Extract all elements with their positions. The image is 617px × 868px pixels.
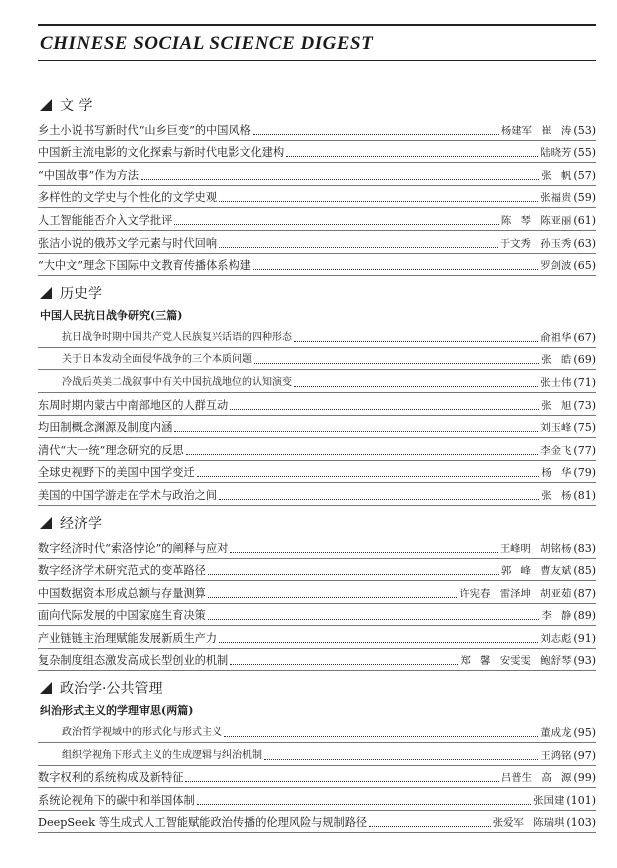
entry-title: 乡土小说书写新时代“山乡巨变”的中国风格: [38, 123, 251, 137]
entry-authors: 刘志彪: [540, 632, 572, 645]
entry-page: (67): [573, 330, 596, 344]
entry-page: (69): [573, 353, 596, 367]
section-title: 经济学: [60, 515, 102, 532]
entry-authors: 俞祖华: [540, 331, 572, 344]
dot-leader: [197, 804, 532, 805]
triangle-icon: [40, 682, 52, 694]
toc-entry[interactable]: [38, 141, 596, 164]
section-title: 政治学·公共管理: [60, 681, 163, 698]
entry-title: 均田制概念渊源及制度内涵: [38, 421, 173, 435]
entry-page: (53): [573, 123, 596, 137]
toc-entry[interactable]: [38, 581, 596, 604]
entry-page: (79): [573, 466, 596, 480]
entry-title: 复杂制度组态激发高成长型创业的机制: [38, 654, 229, 668]
section-heading: [38, 512, 596, 534]
entry-page: (99): [573, 771, 596, 785]
header-bottom-rule: [38, 60, 596, 61]
group-heading: 纠治形式主义的学理审思(两篇): [40, 704, 194, 718]
section-heading: [38, 282, 596, 304]
toc-entry[interactable]: [38, 231, 596, 254]
entry-title: 关于日本发动全面侵华战争的三个本质问题: [62, 354, 252, 366]
entry-page: (55): [573, 146, 596, 160]
entry-authors: 张 皓: [541, 354, 572, 367]
entry-authors: 张士伟: [540, 376, 572, 389]
entry-title: 清代“大一统”理念研究的反思: [38, 443, 184, 457]
entry-page: (61): [573, 213, 596, 227]
toc-subentry[interactable]: [38, 370, 596, 393]
entry-title: 中国数据资本形成总额与存量测算: [38, 586, 206, 600]
toc-entry[interactable]: [38, 649, 596, 672]
entry-page: (81): [573, 488, 596, 502]
entry-authors: 李 静: [541, 610, 572, 623]
entry-page: (75): [573, 421, 596, 435]
entry-authors: 郭 峰 曹友斌: [500, 565, 572, 578]
entry-authors: 王鸿铭: [540, 749, 572, 762]
dot-leader: [208, 619, 539, 620]
entry-page: (95): [573, 726, 596, 740]
dot-leader: [264, 759, 538, 760]
entry-authors: 王峰明 胡铭杨: [499, 542, 572, 555]
entry-page: (97): [573, 748, 596, 762]
toc-entry[interactable]: [38, 416, 596, 439]
entry-title: 数字经济学术研究范式的变革路径: [38, 564, 206, 578]
toc-subentry[interactable]: [38, 720, 596, 743]
entry-page: (87): [573, 586, 596, 600]
dot-leader: [254, 363, 539, 364]
entry-authors: 张 旭: [541, 399, 572, 412]
entry-authors: 吕普生 高 源: [500, 772, 572, 785]
entry-authors: 陈 琴 陈亚丽: [500, 214, 572, 227]
entry-authors: 罗剑波: [540, 260, 572, 273]
entry-page: (103): [566, 816, 596, 830]
entry-authors: 张 帆: [541, 169, 572, 182]
toc-entry[interactable]: [38, 626, 596, 649]
toc-subentry[interactable]: [38, 743, 596, 766]
dot-leader: [186, 454, 539, 455]
toc-entry[interactable]: [38, 208, 596, 231]
entry-authors: 陆晓芳: [540, 147, 572, 160]
entry-title: 中国新主流电影的文化探索与新时代电影文化建构: [38, 146, 285, 160]
group-heading: 中国人民抗日战争研究(三篇): [40, 309, 183, 323]
entry-authors: 张 杨: [541, 489, 572, 502]
entry-title: 张洁小说的俄苏文学元素与时代回响: [38, 236, 218, 250]
dot-leader: [208, 597, 457, 598]
dot-leader: [253, 269, 538, 270]
toc-subentry[interactable]: [38, 348, 596, 371]
toc-entry[interactable]: [38, 788, 596, 811]
dot-leader: [219, 642, 538, 643]
dot-leader: [208, 574, 499, 575]
dot-leader: [219, 201, 538, 202]
dot-leader: [294, 341, 538, 342]
masthead: CHINESE SOCIAL SCIENCE DIGEST: [40, 33, 374, 54]
toc-entry[interactable]: [38, 483, 596, 506]
entry-title: 全球史视野下的美国中国学变迁: [38, 466, 195, 480]
entry-page: (93): [573, 654, 596, 668]
dot-leader: [141, 179, 539, 180]
dot-leader: [219, 499, 539, 500]
triangle-icon: [40, 287, 52, 299]
entry-authors: 张福贵: [540, 192, 572, 205]
entry-authors: 许宪春 雷泽坤 胡亚茹: [459, 587, 572, 600]
dot-leader: [185, 781, 498, 782]
entry-title: 抗日战争时期中国共产党人民族复兴话语的四种形态: [62, 331, 292, 343]
dot-leader: [230, 552, 497, 553]
entry-authors: 杨 华: [541, 467, 572, 480]
entry-title: 数字经济时代“索洛悖论”的阐释与应对: [38, 541, 229, 555]
toc-entry[interactable]: [38, 559, 596, 582]
toc-entry[interactable]: [38, 536, 596, 559]
entry-authors: 杨建军 崔 涛: [500, 124, 572, 137]
dot-leader: [230, 409, 539, 410]
toc-entry[interactable]: [38, 811, 596, 834]
entry-page: (73): [573, 398, 596, 412]
entry-page: (63): [573, 236, 596, 250]
entry-page: (65): [573, 259, 596, 273]
entry-authors: 张爱军 陈瑞琪: [492, 817, 565, 830]
entry-page: (59): [573, 191, 596, 205]
entry-page: (91): [573, 631, 596, 645]
entry-title: 多样性的文学史与个性化的文学史观: [38, 191, 218, 205]
entry-authors: 郑 馨 安雯雯 鲍舒琴: [460, 655, 572, 668]
dot-leader: [230, 664, 458, 665]
dot-leader: [197, 476, 540, 477]
triangle-icon: [40, 517, 52, 529]
entry-title: DeepSeek 等生成式人工智能赋能政治传播的伦理风险与规制路径: [38, 816, 368, 830]
dot-leader: [369, 826, 491, 827]
section-title: 历史学: [60, 286, 102, 303]
entry-authors: 于文秀 孙玉秀: [499, 237, 572, 250]
entry-title: 面向代际发展的中国家庭生育决策: [38, 609, 206, 623]
dot-leader: [224, 736, 538, 737]
entry-title: 美国的中国学游走在学术与政治之间: [38, 488, 218, 502]
section-heading: [38, 94, 596, 116]
toc-entry[interactable]: [38, 118, 596, 141]
entry-page: (77): [573, 443, 596, 457]
entry-page: (89): [573, 609, 596, 623]
entry-authors: 董成龙: [540, 727, 572, 740]
entry-page: (101): [566, 793, 596, 807]
entry-title: 政治哲学视域中的形式化与形式主义: [62, 727, 222, 739]
entry-title: 组织学视角下形式主义的生成逻辑与纠治机制: [62, 749, 262, 761]
entry-title: 东周时期内蒙古中南部地区的人群互动: [38, 398, 229, 412]
entry-title: “中国故事”作为方法: [38, 168, 139, 182]
table-of-contents: [38, 90, 596, 833]
dot-leader: [219, 247, 498, 248]
toc-entry[interactable]: [38, 393, 596, 416]
section-heading: [38, 677, 596, 699]
entry-page: (71): [573, 375, 596, 389]
entry-title: 产业链链主治理赋能发展新质生产力: [38, 631, 218, 645]
entry-title: 系统论视角下的碳中和举国体制: [38, 793, 195, 807]
toc-entry[interactable]: [38, 254, 596, 277]
section-title: 文 学: [60, 98, 93, 114]
dot-leader: [253, 134, 499, 135]
toc-entry[interactable]: [38, 438, 596, 461]
toc-entry[interactable]: [38, 604, 596, 627]
triangle-icon: [40, 99, 52, 111]
entry-authors: 张国建: [533, 794, 565, 807]
entry-title: 人工智能能否介入文学批评: [38, 213, 173, 227]
entry-authors: 李金飞: [540, 444, 572, 457]
toc-entry[interactable]: [38, 186, 596, 209]
toc-entry[interactable]: [38, 766, 596, 789]
toc-entry[interactable]: [38, 461, 596, 484]
entry-page: (57): [573, 168, 596, 182]
entry-page: (83): [573, 541, 596, 555]
toc-subentry[interactable]: [38, 325, 596, 348]
dot-leader: [174, 224, 499, 225]
dot-leader: [174, 431, 538, 432]
dot-leader: [286, 156, 538, 157]
entry-title: “大中文”理念下国际中文教育传播体系构建: [38, 259, 251, 273]
entry-title: 数字权利的系统构成及新特征: [38, 771, 184, 785]
entry-page: (85): [573, 564, 596, 578]
toc-entry[interactable]: [38, 163, 596, 186]
entry-authors: 刘玉峰: [540, 422, 572, 435]
entry-title: 冷战后英美二战叙事中有关中国抗战地位的认知演变: [62, 376, 292, 388]
header-top-rule: [38, 24, 596, 26]
dot-leader: [294, 386, 538, 387]
